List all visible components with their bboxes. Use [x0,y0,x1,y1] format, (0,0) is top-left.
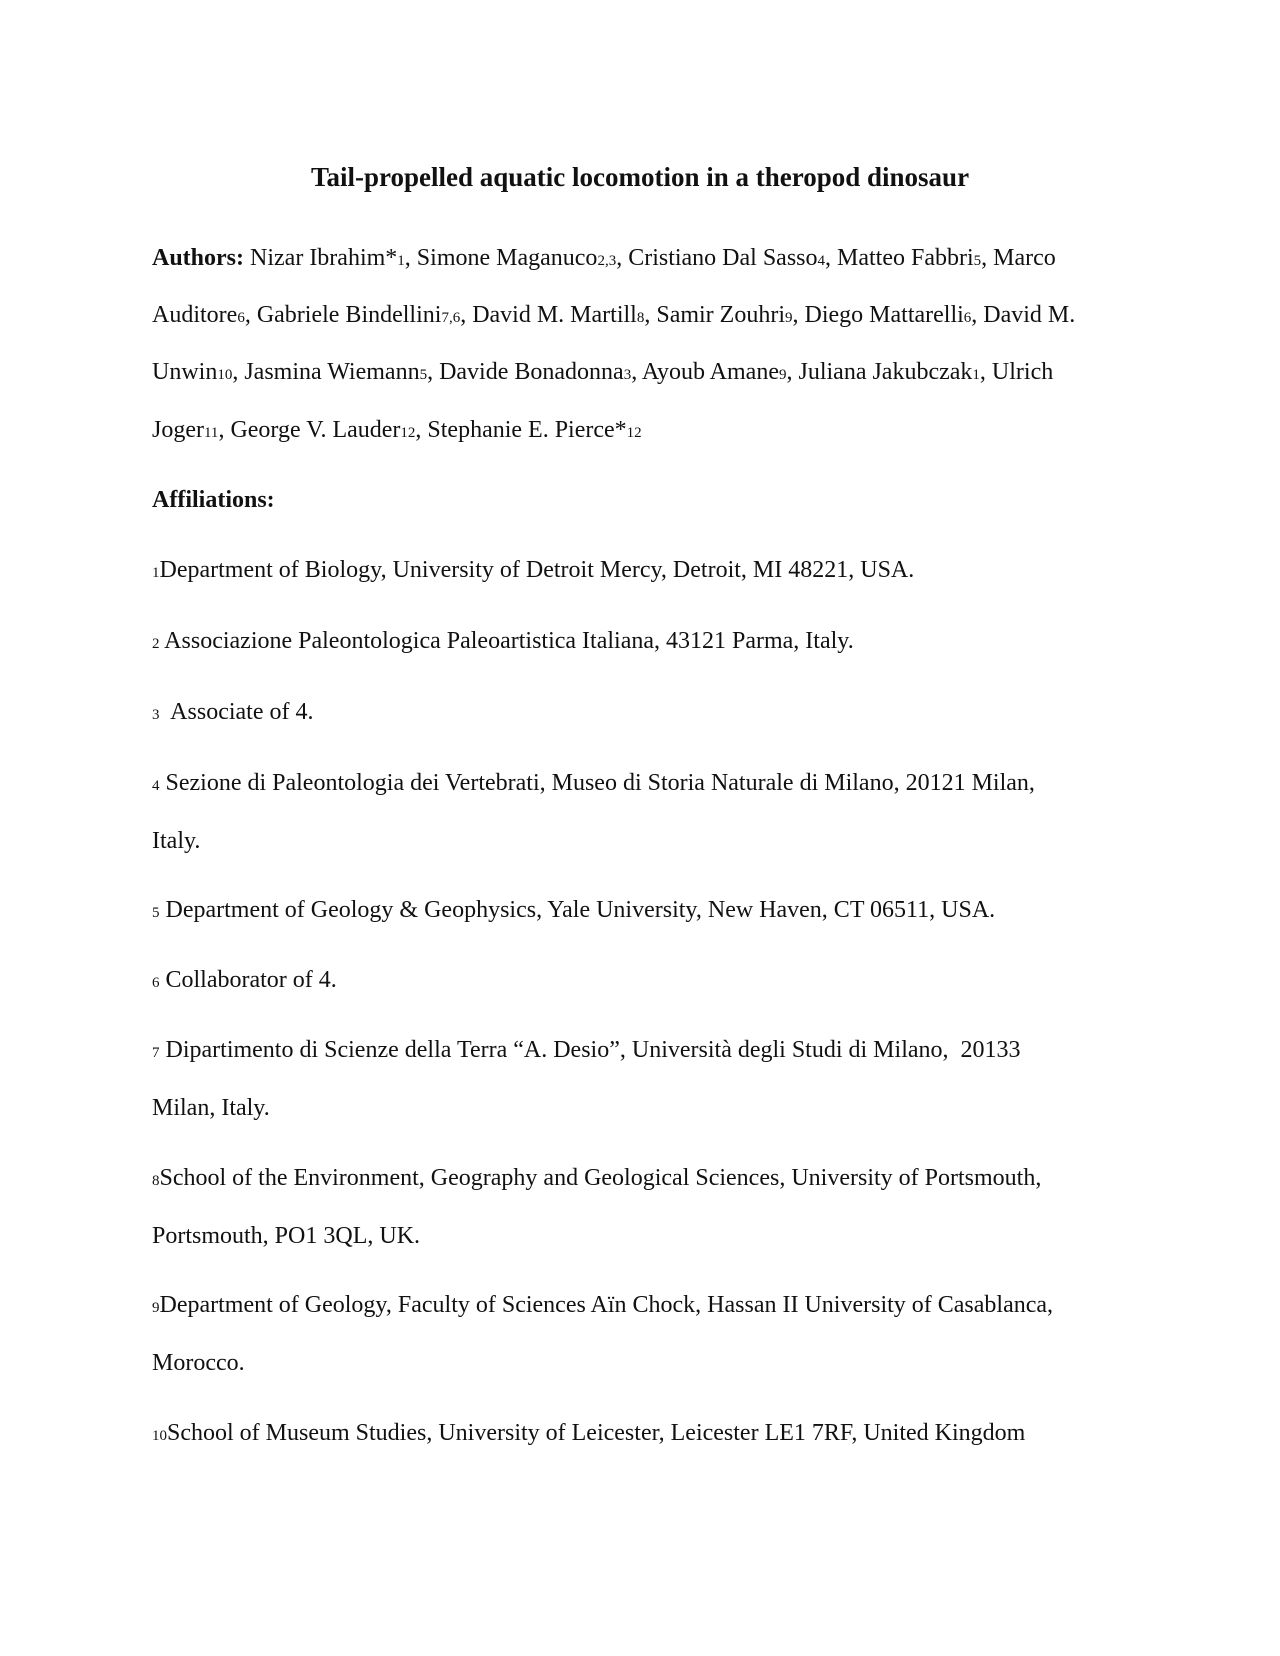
affiliation-text: Department of Geology & Geophysics, Yale University, New Haven, CT 06511, USA. [159,897,996,923]
author-name: , Matteo Fabbri [825,245,974,271]
author-affiliation-mark: 6 [237,310,245,326]
author-affiliation-mark: 9 [785,310,793,326]
author-name: , Marco [981,245,1056,271]
author-name: Auditore [152,302,238,328]
author-name: , David M. [971,302,1076,328]
affiliation-text: Sezione di Paleontologia dei Vertebrati, Museo di Storia Naturale di Milano, 20121 Milan, [159,770,1035,796]
affiliation-text: Dipartimento di Scienze della Terra “A. Desio”, Università degli Studi di Milano, 20133 [159,1037,1021,1063]
affiliation-9 [152,1290,1053,1323]
affiliation-6 [152,965,337,998]
affiliation-number: 9 [152,1300,160,1316]
affiliation-3 [152,697,313,730]
affiliation-1 [152,555,914,588]
affiliation-7-continued: Milan, Italy. [152,1095,270,1121]
author-name: , Juliana Jakubczak [786,359,973,385]
author-name: , Ulrich [979,359,1054,385]
author-affiliation-mark: 5 [973,253,982,269]
author-name: , Samir Zouhri [644,302,785,328]
author-affiliation-mark: 10 [217,367,233,383]
affiliation-text: Associate of 4. [159,699,314,725]
authors-line-3 [152,357,1053,390]
affiliation-10 [152,1418,1025,1451]
affiliation-text: Department of Biology, University of Detroit Mercy, Detroit, MI 48221, USA. [159,557,915,583]
author-affiliation-mark: 3 [623,367,632,383]
affiliation-number: 10 [152,1428,167,1444]
affiliation-number: 6 [152,975,160,991]
author-affiliation-mark: 8 [636,310,645,326]
affiliation-5 [152,895,995,928]
author-affiliation-mark: 2,3 [597,253,617,269]
author-affiliation-mark: 1 [972,367,980,383]
affiliation-4-continued: Italy. [152,828,201,854]
affiliation-number: 3 [152,707,160,723]
author-name: , George V. Lauder [218,417,401,443]
author-affiliation-mark: 7,6 [441,310,461,326]
affiliation-number: 5 [152,905,160,921]
author-affiliation-mark: 12 [400,425,416,441]
author-name: , Gabriele Bindellini [244,302,442,328]
affiliation-8-continued: Portsmouth, PO1 3QL, UK. [152,1223,421,1249]
authors-line-1 [152,243,1056,276]
affiliation-8 [152,1163,1041,1196]
author-name: , Cristiano Dal Sasso [616,245,818,271]
author-name: , Jasmina Wiemann [232,359,420,385]
authors-line-4 [152,415,642,448]
affiliation-number: 8 [152,1173,160,1189]
paper-title: Tail-propelled aquatic locomotion in a theropod dinosaur [310,162,970,192]
affiliation-2 [152,626,854,659]
author-name: , Davide Bonadonna [427,359,624,385]
author-affiliation-mark: 9 [778,367,787,383]
author-name: , Stephanie E. Pierce* [415,417,627,443]
affiliation-text: Department of Geology, Faculty of Sciences Aïn Chock, Hassan II University of Casablanca, [159,1292,1054,1318]
affiliation-number: 4 [152,778,160,794]
affiliation-number: 1 [152,565,160,581]
author-name: , Ayoub Amane [631,359,779,385]
author-name: Nizar Ibrahim* [244,245,398,271]
author-affiliation-mark: 11 [203,425,219,441]
affiliation-7 [152,1035,1021,1068]
author-affiliation-mark: 5 [419,367,428,383]
affiliations-label: Affiliations: [152,487,275,513]
affiliation-text: Associazione Paleontologica Paleoartistica Italiana, 43121 Parma, Italy. [159,628,854,654]
author-affiliation-mark: 12 [626,425,642,441]
affiliation-9-continued: Morocco. [152,1350,245,1376]
author-name: Unwin [152,359,218,385]
author-name: Joger [152,417,204,443]
affiliation-number: 7 [152,1045,160,1061]
author-name: , Simone Maganuco [404,245,598,271]
affiliation-number: 2 [152,636,160,652]
affiliation-text: School of Museum Studies, University of Leicester, Leicester LE1 7RF, United Kingdom [167,1420,1026,1446]
affiliation-text: Collaborator of 4. [159,967,337,993]
author-affiliation-mark: 1 [397,253,405,269]
author-name: , David M. Martill [460,302,637,328]
author-affiliation-mark: 4 [817,253,826,269]
affiliation-text: School of the Environment, Geography and Geological Sciences, University of Portsmouth, [159,1165,1042,1191]
authors-label: Authors: [152,245,245,271]
author-name: , Diego Mattarelli [792,302,964,328]
authors-line-2 [152,300,1075,333]
author-affiliation-mark: 6 [963,310,972,326]
affiliation-4 [152,768,1035,801]
